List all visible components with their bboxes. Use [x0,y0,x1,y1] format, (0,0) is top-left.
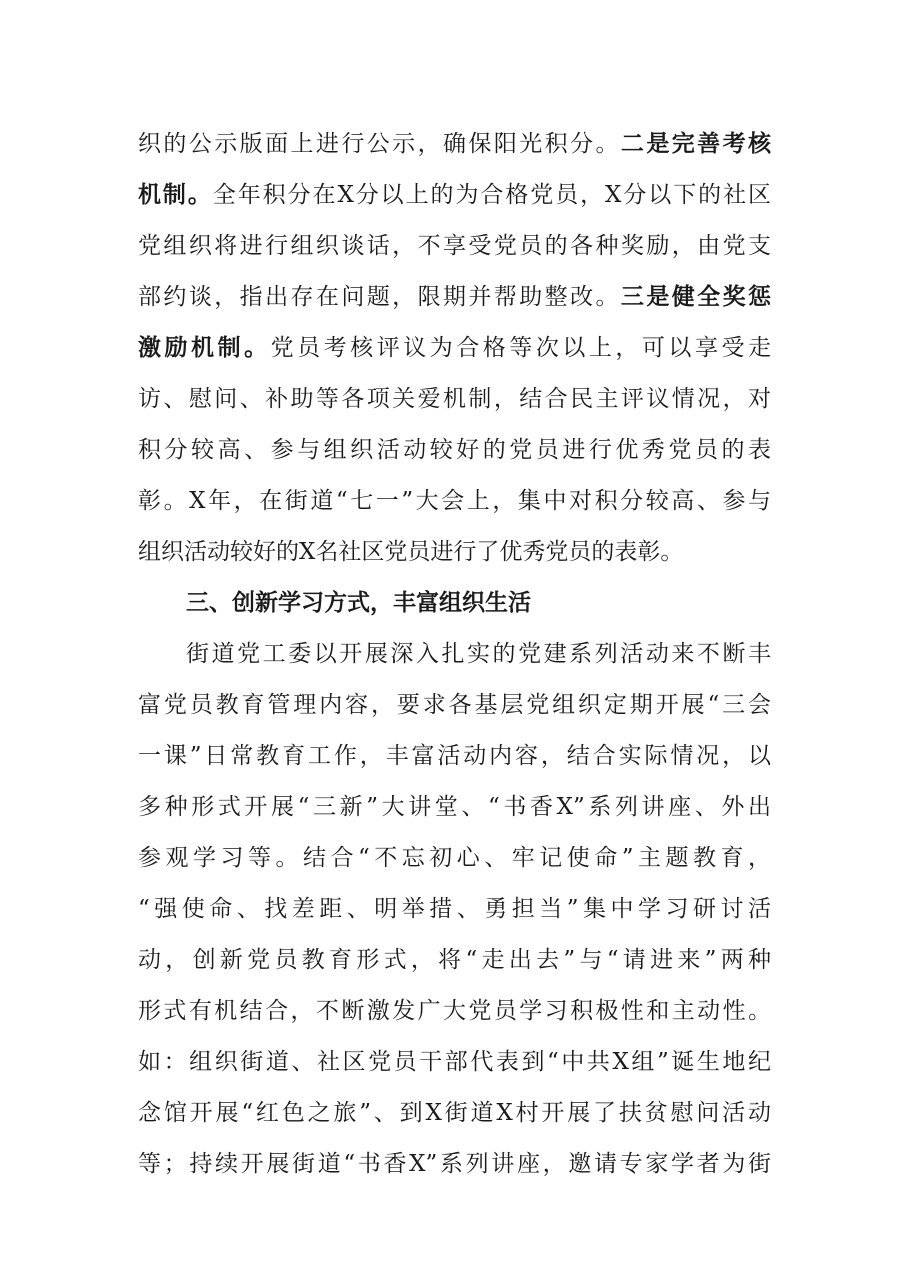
paragraph-line: 访、慰问、补助等各项关爱机制，结合民主评议情况，对 [138,386,771,412]
paragraph-line: 党组织将进行组织谈话，不享受党员的各种奖励，由党支 [138,233,771,259]
paragraph-line: 组织活动较好的X名社区党员进行了优秀党员的表彰。 [138,539,684,565]
paragraph-line: 如：组织街道、社区党员干部代表到“中共X组”诞生地纪 [138,1049,771,1075]
paragraph-line: “强使命、找差距、明举措、勇担当”集中学习研讨活 [138,896,771,922]
paragraph-line: 织的公示版面上进行公示，确保阳光积分。二是完善考核 [138,131,772,157]
paragraph-line: 念馆开展“红色之旅”、到X街道X村开展了扶贫慰问活动 [138,1100,771,1126]
paragraph-line: 街道党工委以开展深入扎实的党建系列活动来不断丰 [186,641,771,667]
paragraph-line: 一课”日常教育工作，丰富活动内容，结合实际情况，以 [138,743,771,769]
paragraph-line: 形式有机结合，不断激发广大党员学习积极性和主动性。 [138,998,771,1024]
paragraph-line: 彰。X年，在街道“七一”大会上，集中对积分较高、参与 [138,488,771,514]
paragraph-line: 部约谈，指出存在问题，限期并帮助整改。三是健全奖惩 [138,284,772,310]
section-heading: 三、创新学习方式，丰富组织生活 [186,590,531,616]
paragraph-line: 等；持续开展街道“书香X”系列讲座，邀请专家学者为街 [138,1151,771,1177]
paragraph-line: 机制。全年积分在X分以上的为合格党员，X分以下的社区 [138,182,772,208]
paragraph-line: 富党员教育管理内容，要求各基层党组织定期开展“三会 [138,692,771,718]
paragraph-line: 激励机制。党员考核评议为合格等次以上，可以享受走 [138,335,772,361]
paragraph-line: 动，创新党员教育形式，将“走出去”与“请进来”两种 [138,947,771,973]
paragraph-line: 多种形式开展“三新”大讲堂、“书香X”系列讲座、外出 [138,794,771,820]
paragraph-line: 积分较高、参与组织活动较好的党员进行优秀党员的表 [138,437,771,463]
paragraph-line: 参观学习等。结合“不忘初心、牢记使命”主题教育， [138,845,771,871]
